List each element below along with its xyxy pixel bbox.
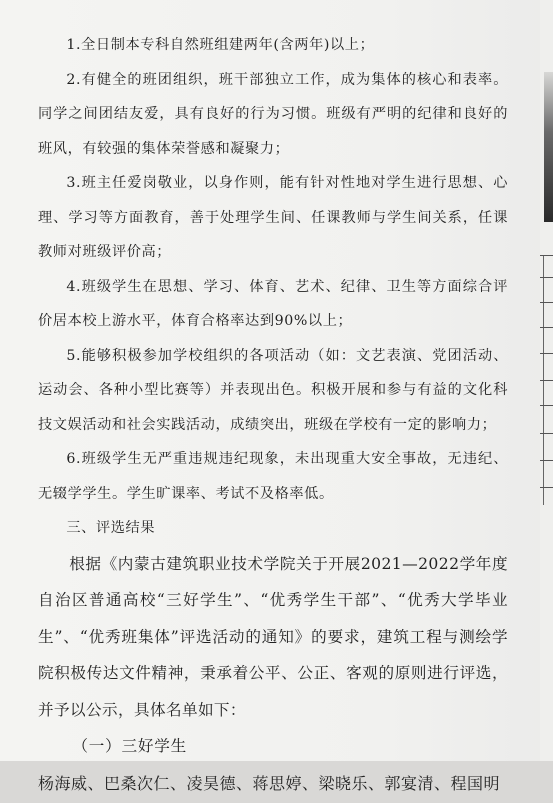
criterion-2: 2.有健全的班团组织，班干部独立工作，成为集体的核心和表率。同学之间团结友爱，具有良好的行为习惯。班级有严明的纪律和良好的班风，有较强的集体荣誉感和凝聚力； [38,71,508,157]
section-heading-results: 三、评选结果 [66,520,156,536]
document-body [38,28,508,803]
results-intro-paragraph: 根据《内蒙古建筑职业技术学院关于开展2021—2022学年度自治区普通高校“三好学生”、“优秀学生干部”、“优秀大学毕业生”、“优秀班集体”评选活动的通知》的要求，建筑工程与测绘学院积极传达文件精神，秉承着公平、公正、客观的原则进行评选，并予以公示，具体名单如下： [38,554,508,719]
criterion-1: 1.全日制本专科自然班组建两年(含两年)以上； [66,37,375,53]
criterion-6: 6.班级学生无严重违规违纪现象，未出现重大安全事故，无违纪、无辍学学生。学生旷课率、考试不及格率低。 [38,451,508,502]
criterion-4: 4.班级学生在思想、学习、体育、艺术、纪律、卫生等方面综合评价居本校上游水平，体育合格率达到90%以上； [38,278,508,329]
criterion-3: 3.班主任爱岗敬业，以身作则，能有针对性地对学生进行思想、心理、学习等方面教育，善于处理学生间、任课教师与学生间关系，任课教师对班级评价高； [38,175,508,260]
adjacent-page-shadow [544,72,553,222]
subsection-heading-merit-students: （一）三好学生 [72,737,188,755]
criterion-5: 5.能够积极参加学校组织的各项活动（如：文艺表演、党团活动、运动会、各种小型比赛等）并表现出色。积极开展和参与有益的文化科技文娱活动和社会实践活动，成绩突出，班级在学校有一定的影响力； [38,347,508,433]
merit-student-names: 杨海威、巴桑次仁、凌昊德、蒋思婷、梁晓乐、郭宴清、程国明 [38,773,501,793]
adjacent-page-table-lines [540,255,553,505]
